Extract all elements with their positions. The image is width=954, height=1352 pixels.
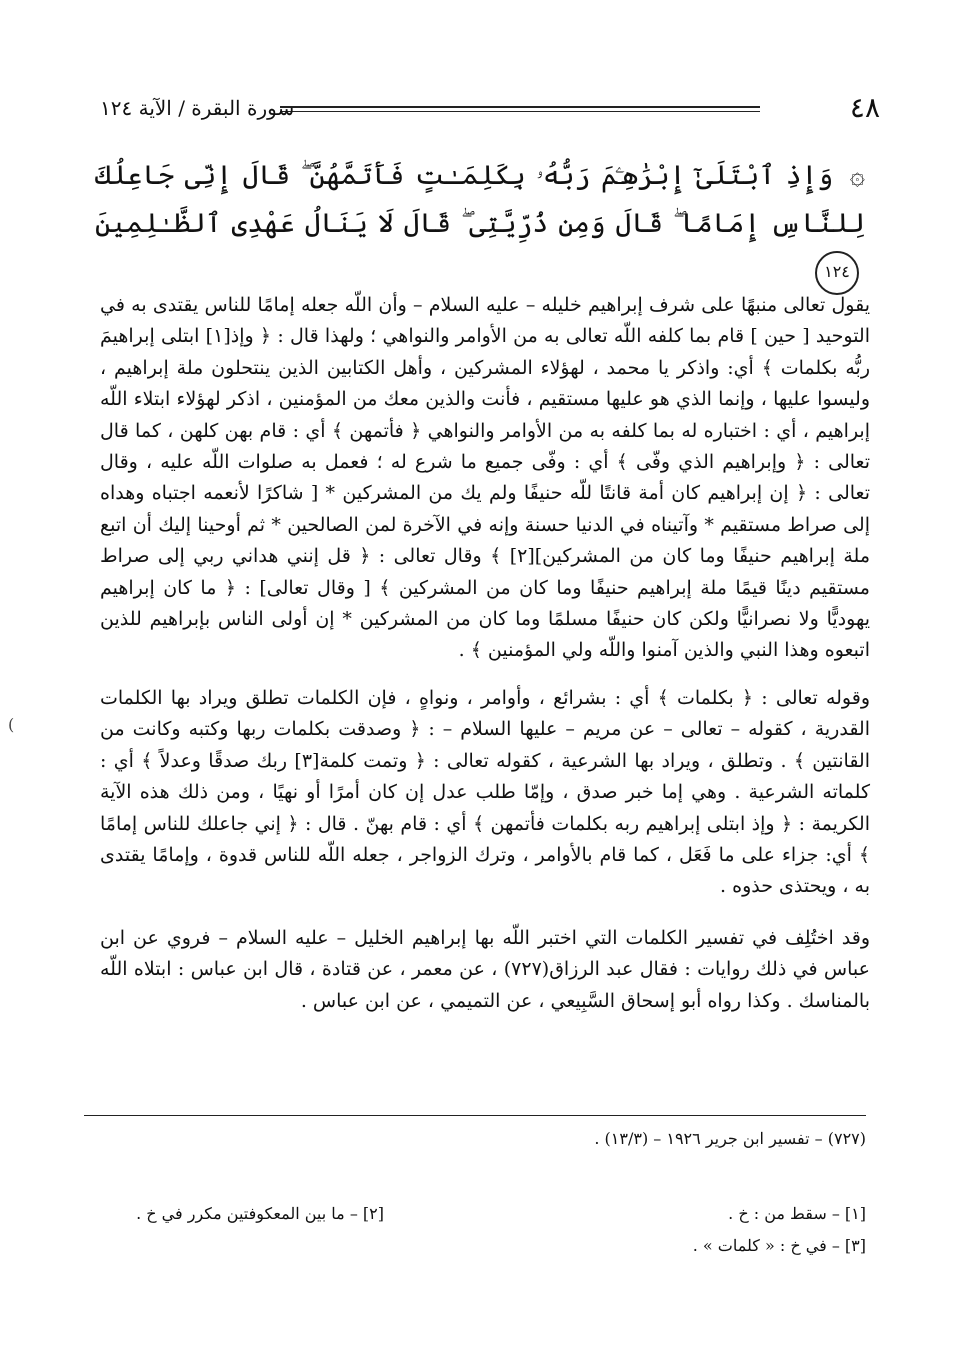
footnote-divider: [84, 1115, 866, 1116]
footnote-row: [84, 1198, 866, 1230]
footnote-1: [١] – سقط من : خ .: [728, 1204, 866, 1223]
paragraph-2: وقوله تعالى : ﴿ بكلمات ﴾ أي : بشرائع ، وأوامر ، ونواهٍ ، فإن الكلمات تطلق ويراد بها الكلمات القدرية ، كقوله – تعالى – عن مريم – عليها السلام – : ﴿ وصدقت بكلمات ربها وكتبه وكانت من القانتين ﴾ . وتطلق ، ويراد بها الشرعية ، كقوله تعالى : ﴿ وتمت كلمة[٣] ربك صدقًا وعدلاً ﴾ أي : كلماته الشرعية . وهي إما خبر صدق ، وإمّا طلب عدل إن كان أمرًا أو نهيًا ، ومن ذلك هذه الآية الكريمة : ﴿ وإذ ابتلى إبراهيم ربه بكلمات فأتمهن ﴾ أي : قام بهنّ . قال : ﴿ إني جاعلك للناس إمامًا ﴾ أي: جزاء على ما فَعَل ، كما قام بالأوامر ، وترك الزواجر ، جعله اللّه للناس قدوة ، وإمامًا يقتدى به ، ويحتذى حذوه .: [100, 686, 870, 898]
footnote-727: (٧٢٧) – تفسير ابن جرير ١٩٢٦ – (١٣/٣) .: [594, 1129, 866, 1148]
paragraph-1: يقول تعالى منبهًا على شرف إبراهيم خليله – عليه السلام – وأن اللّه جعله إمامًا للناس يقتدى به في التوحيد [ حين ] قام بما كلفه اللّه تعالى به من الأوامر والنواهي ؛ ولهذا قال : ﴿ وإذ[١] ابتلى إبراهيمَ ربُّه بكلمات ﴾ أي: واذكر يا محمد ، لهؤلاء المشركين ، وأهل الكتابين الذين ينتحلون ملة إبراهيم ، وليسوا عليها ، وإنما الذي هو عليها مستقيم ، فأنت والذين معك من المؤمنين ، اذكر لهؤلاء ابتلاء اللّه إبراهيم ، أي : اختباره له بما كلفه به من الأوامر والنواهي ﴿ فأتمهن ﴾ أي : قام بهن كلهن ، كما قال تعالى : ﴿ وإبراهيم الذي وفّى ﴾ أي : وفّى جميع ما شرع له ؛ فعمل به صلوات اللّه عليه ، وقال تعالى : ﴿ إن إبراهيم كان أمة قانتًا للّه حنيفًا ولم يك من المشركين * [ شاكرًا لأنعمه اجتباه وهداه إلى صراط مستقيم * وآتيناه في الدنيا حسنة وإنه في الآخرة لمن الصالحين * ثم أوحينا إليك أن اتبع ملة إبراهيم حنيفًا وما كان من المشركين][٢] ﴾ وقال تعالى : ﴿ قل إنني هداني ربي إلى صراط مستقيم دينًا قيمًا ملة إبراهيم حنيفًا وما كان من المشركين ﴾ [ وقال تعالى] : ﴿ ما كان إبراهيم يهوديًّا ولا نصرانيًّا ولكن كان حنيفًا مسلمًا وما كان من المشركين * إن أولى الناس بإبراهيم للذين اتبعوه وهذا النبي والذين آمنوا واللّه ولي المؤمنين ﴾ .: [100, 294, 870, 662]
quran-verse: [95, 152, 865, 296]
footnote-row: [84, 1230, 866, 1262]
page-number: ٤٨: [849, 91, 880, 124]
ayah-number-marker: ١٢٤: [815, 251, 859, 295]
editorial-footnotes: [84, 1198, 866, 1262]
footnote-2: [٢] – ما بين المعكوفتين مكرر في خ .: [136, 1204, 384, 1223]
footnote-3: [٣] – في خ : « كلمات » .: [692, 1236, 866, 1255]
header-rule: [280, 106, 760, 108]
verse-text: وَإِذِ ٱبْتَلَىٰٓ إِبْرَٰهِـۧمَ رَبُّهُۥ بِكَلِمَـٰتٍ فَأَتَمَّهُنَّ ۖ قَالَ إِنِّى جَاعِلُكَ لِلنَّاسِ إِمَامًا ۖ قَالَ وَمِن ذُرِّيَّتِى ۖ قَالَ لَا يَنَالُ عَهْدِى ٱلظَّـٰلِمِينَ: [95, 160, 865, 239]
margin-mark: ): [8, 715, 15, 734]
commentary-body: [100, 290, 870, 1017]
page-header: [100, 88, 880, 128]
surah-reference: سورة البقرة / الآية ١٢٤: [100, 96, 295, 120]
paragraph-3: وقد اختُلِف في تفسير الكلمات التي اختبر اللّه بها إبراهيم الخليل – عليه السلام – فروي عن ابن عباس في ذلك روايات : فقال عبد الرزاق(٧٢٧) ، عن معمر ، عن قتادة ، قال ابن عباس : ابتلاه اللّه بالمناسك . وكذا رواه أبو إسحاق السَّبِيعي ، عن التميمي ، عن ابن عباس .: [100, 926, 870, 1012]
rub-el-hizb-icon: ۞: [849, 161, 865, 191]
